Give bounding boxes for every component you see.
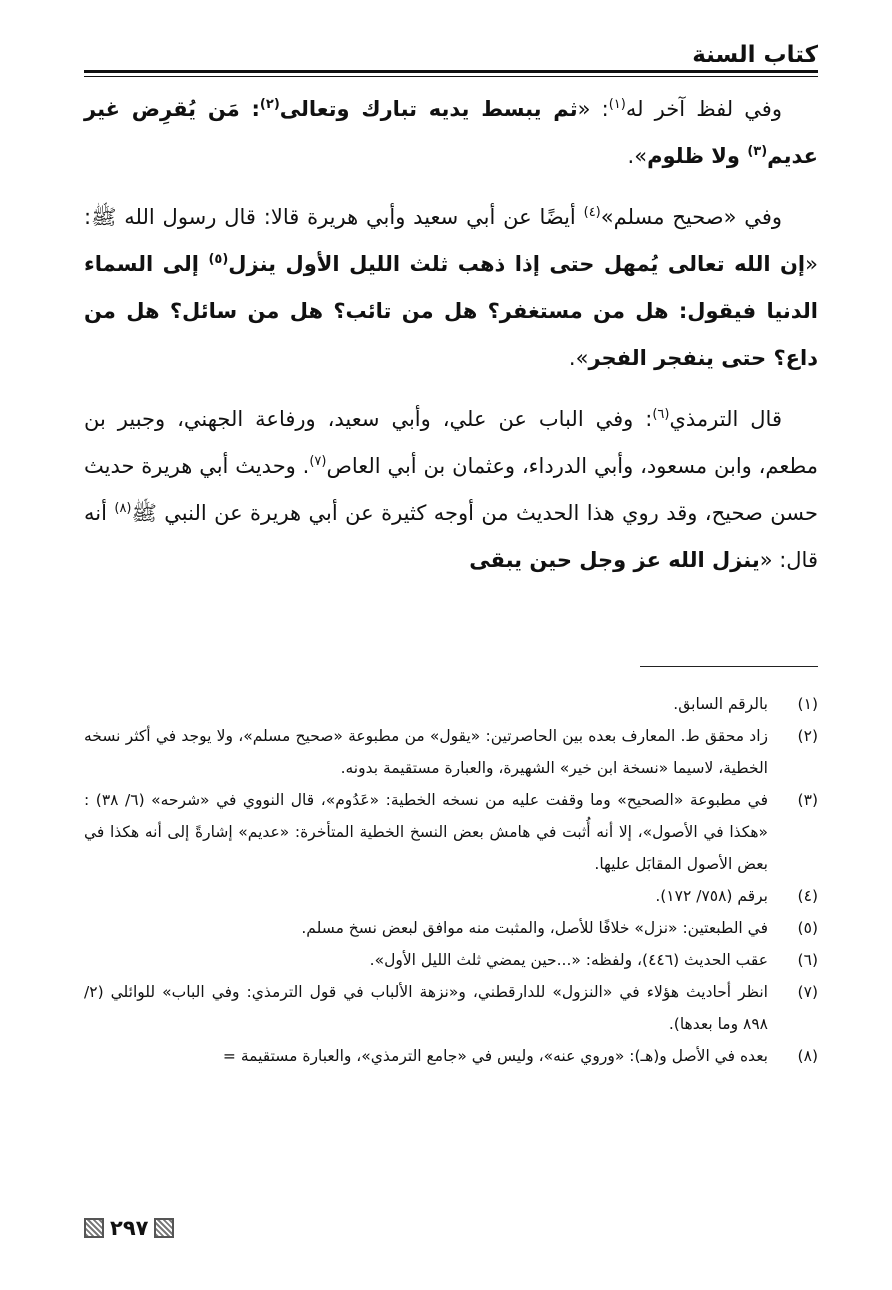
footnote-ref-6: (٦)	[652, 407, 670, 422]
page-number: ٢٩٧	[110, 1216, 149, 1240]
footnote-ref-4: (٤)	[583, 205, 601, 220]
paragraph-3	[84, 396, 818, 584]
text: وفي «صحيح مسلم»	[600, 205, 782, 229]
footnote-text: انظر أحاديث هؤلاء في «النزول» للدارقطني، و«نزهة الألباب في قول الترمذي: وفي الباب» للوائلي (٢/ ٨٩٨ وما بعدها).	[84, 983, 768, 1033]
quote-text: إلى السماء الدنيا فيقول: هل من مستغفر؟ هل من تائب؟ هل من سائل؟ هل من داع؟ حتى ينفجر الفجر	[84, 252, 818, 370]
footnote-separator	[640, 666, 818, 667]
footnote-number: (٤)	[797, 887, 818, 905]
footnote-number: (٦)	[797, 951, 818, 969]
footnote-text: زاد محقق ط. المعارف بعده بين الحاصرتين: «يقول» من مطبوعة «صحيح مسلم»، ولا يوجد في أكثر نسخه الخطية، لاسيما «نسخة ابن خير» الشهيرة، والعبارة مستقيمة بدونه.	[84, 727, 768, 777]
text: ».	[627, 144, 648, 168]
ornament-icon	[84, 1218, 104, 1238]
header-rule-thin	[84, 76, 818, 77]
text: قال الترمذي	[669, 407, 782, 431]
text: . وحديث أبي هريرة حديث حسن صحيح، وقد روي هذا الحديث من أوجه كثيرة عن أبي هريرة عن النبي ﷺ	[84, 454, 818, 525]
quote-text: ثم يبسط يديه تبارك وتعالى	[279, 97, 578, 121]
quote-text: : مَن يُقرِض غير عديم	[84, 97, 818, 168]
paragraph-1	[84, 86, 818, 180]
footnote-item	[84, 1040, 818, 1072]
footnote-item	[84, 688, 818, 720]
footnote-text: برقم (٧٥٨/ ١٧٢).	[655, 887, 768, 905]
text: أيضًا عن أبي سعيد وأبي هريرة قالا: قال رسول الله ﷺ: «	[84, 205, 818, 276]
footnote-number: (٣)	[797, 791, 818, 809]
quote-text: إن الله تعالى يُمهل حتى إذا ذهب ثلث الليل الأول ينزل	[228, 252, 806, 276]
footnote-text: بالرقم السابق.	[673, 695, 768, 713]
footnote-number: (٧)	[797, 983, 818, 1001]
text: : وفي الباب عن علي، وأبي سعيد، ورفاعة الجهني، وجبير بن مطعم، وابن مسعود، وأبي الدرداء، وعثمان بن أبي العاص	[84, 407, 818, 478]
header-title: كتاب السنة	[692, 42, 818, 68]
footnote-item	[84, 976, 818, 1040]
footnote-number: (٥)	[797, 919, 818, 937]
footnote-item	[84, 784, 818, 880]
page-number-block	[84, 1214, 174, 1242]
footnote-text: في مطبوعة «الصحيح» وما وقفت عليه من نسخه الخطية: «عَدُوم»، قال النووي في «شرحه» (٦/ ٣٨) : «هكذا في الأصول»، إلا أنه أُثبت في هامش بعض النسخ الخطية المتأخرة: «عديم» إشارةً إلى أنه هكذا في بعض الأصول المقابَل عليها.	[84, 791, 769, 873]
footnote-text: بعده في الأصل و(هـ): «وروي عنه»، وليس في «جامع الترمذي»، والعبارة مستقيمة =	[222, 1047, 768, 1065]
footnote-text: في الطبعتين: «نزل» خلافًا للأصل، والمثبت منه موافق لبعض نسخ مسلم.	[301, 919, 768, 937]
footnote-item	[84, 912, 818, 944]
footnote-number: (٨)	[797, 1047, 818, 1065]
header-rule-thick	[84, 70, 818, 73]
footnote-ref-2: (٢)	[259, 97, 280, 112]
text: ».	[568, 346, 589, 370]
quote-text: ولا ظلوم	[647, 144, 748, 168]
ornament-icon	[154, 1218, 174, 1238]
footnote-item	[84, 720, 818, 784]
footnote-ref-5: (٥)	[208, 252, 229, 267]
footnote-ref-8: (٨)	[114, 501, 132, 516]
footnote-ref-3: (٣)	[747, 144, 768, 159]
footnote-text: عقب الحديث (٤٤٦)، ولفظه: «...حين يمضي ثلث الليل الأول».	[369, 951, 768, 969]
main-text	[84, 86, 818, 598]
quote-text: ينزل الله عز وجل حين يبقى	[469, 548, 760, 572]
text: : «	[577, 97, 609, 121]
text: أنه قال: «	[84, 501, 818, 572]
text: وفي لفظ آخر له	[625, 97, 782, 121]
footnote-item	[84, 944, 818, 976]
footnote-item	[84, 880, 818, 912]
footnotes	[84, 688, 818, 1072]
footnote-ref-7: (٧)	[309, 454, 327, 469]
footnote-ref-1: (١)	[608, 97, 626, 112]
paragraph-2	[84, 194, 818, 382]
footnote-number: (١)	[797, 695, 818, 713]
footnote-number: (٢)	[797, 727, 818, 745]
